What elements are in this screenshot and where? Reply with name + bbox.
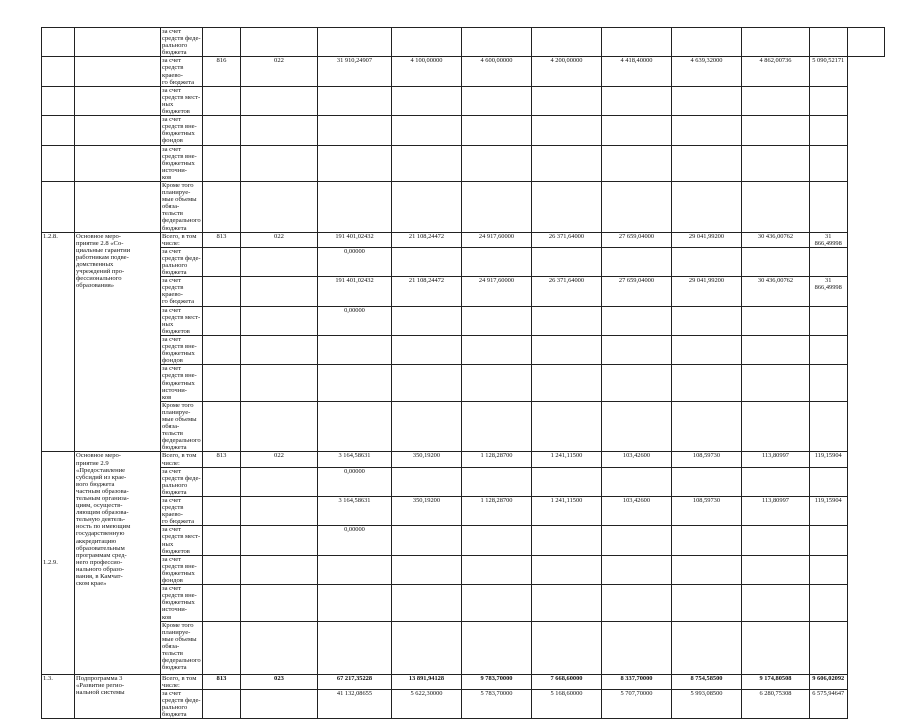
table-cell [462,401,532,452]
table-cell: 1 241,11500 [532,497,602,526]
table-cell: 0,00000 [318,247,392,276]
table-cell [672,526,742,555]
table-cell: 191 401,02432 [318,232,392,247]
table-cell: 8 337,70000 [602,674,672,689]
table-cell [318,181,392,232]
table-cell: 813 [203,674,241,689]
table-cell: 6 575,94647 [810,689,848,718]
table-cell [241,621,318,674]
table-cell: Кроме того планируе- мые объемы обяза- тельств федерального бюджета [161,621,203,674]
table-cell [318,401,392,452]
table-cell [203,247,241,276]
table-row [42,585,885,621]
table-cell [203,181,241,232]
table-cell [241,401,318,452]
table-cell: 21 108,24472 [392,277,462,306]
table-cell [532,585,602,621]
table-cell: 31 910,24907 [318,57,392,86]
table-cell [318,335,392,364]
table-cell [462,306,532,335]
table-cell [810,555,848,584]
table-cell [203,145,241,181]
table-cell [672,621,742,674]
table-cell: 9 606,02092 [810,674,848,689]
table-cell [742,86,810,115]
table-cell: 7 668,60000 [532,674,602,689]
table-cell: Кроме того планируе- мые объемы обяза- тельств федерального бюджета [162,181,201,232]
table-cell [810,621,848,674]
table-cell: за счет средств краево- го бюджета [161,497,203,526]
table-cell [203,621,241,674]
table-cell [203,526,241,555]
table-cell [742,621,810,674]
table-cell: 816 [203,57,241,86]
table-cell [42,28,75,57]
table-cell: 21 108,24472 [392,232,462,247]
table-cell [672,306,742,335]
table-cell [810,401,848,452]
table-cell: за счет средств вне- бюджетных фондов [161,335,203,364]
table-cell [672,401,742,452]
table-cell [392,181,462,232]
table-cell: за счет средств вне- бюджетных источни- ков [161,365,203,401]
table-cell [532,28,602,57]
table-cell [241,689,318,718]
table-cell [462,365,532,401]
table-cell [318,145,392,181]
table-cell [392,145,462,181]
table-cell: 119,15904 [810,452,848,467]
table-cell [532,526,602,555]
table-cell [203,689,241,718]
table-cell: за счет средств вне- бюджетных источни- ков [161,585,203,621]
table-cell [462,621,532,674]
table-cell: 9 174,80508 [742,674,810,689]
table-cell [75,86,161,115]
table-cell [75,181,161,232]
table-cell: за счет средств мест- ных бюджетов [161,86,203,115]
table-cell: за счет средств феде- рального бюджета [162,689,201,719]
table-row [42,365,885,401]
table-cell: 108,59730 [672,497,742,526]
table-cell: 813 [203,452,241,467]
table-cell [42,86,75,115]
table-cell: 29 041,99200 [672,232,742,247]
table-cell: 5 090,52171 [810,57,848,86]
table-cell: Кроме того планируе- мые объемы обяза- тельств федерального бюджета [162,401,201,452]
table-cell [75,116,161,145]
table-cell [203,467,241,496]
table-cell [203,401,241,452]
table-cell [532,621,602,674]
table-cell [203,86,241,115]
table-cell [241,365,318,401]
table-cell: за счет средств феде- рального бюджета [162,28,201,57]
table-row [42,401,885,452]
table-cell [241,467,318,496]
table-cell: 1 128,28700 [462,452,532,467]
table-cell [462,116,532,145]
table-cell [532,306,602,335]
table-cell [742,365,810,401]
table-cell [532,467,602,496]
table-cell [318,621,392,674]
table-cell [241,306,318,335]
table-row [42,674,885,689]
table-cell: за счет средств феде- рального бюджета [162,247,201,277]
table-cell [241,335,318,364]
table-cell [672,365,742,401]
table-cell [532,555,602,584]
table-cell [742,526,810,555]
table-cell [672,116,742,145]
table-cell: за счет средств вне- бюджетных источни- ков [161,145,203,181]
table-cell: 113,80997 [742,497,810,526]
table-cell [672,467,742,496]
table-cell [810,247,848,276]
table-cell [318,585,392,621]
table-cell: 4 418,40000 [602,57,672,86]
table-cell [462,28,532,57]
table-cell [392,401,462,452]
table-row [42,452,885,467]
table-cell [392,526,462,555]
table-cell [42,181,75,232]
table-cell [318,365,392,401]
table-cell: 1 128,28700 [462,497,532,526]
table-cell [810,467,848,496]
table-cell: 022 [241,232,318,247]
table-cell [203,555,241,584]
table-cell [532,401,602,452]
table-cell: Всего, в том числе: [161,452,203,467]
table-cell [810,335,848,364]
table-cell [203,497,241,526]
table-cell [203,335,241,364]
table-cell: 4 639,32000 [672,57,742,86]
table-cell [532,335,602,364]
table-cell [75,145,161,181]
table-cell: 113,80997 [742,452,810,467]
table-cell: 5 783,70000 [462,689,532,718]
table-cell: 1 241,11500 [532,452,602,467]
table-cell [392,247,462,276]
table-cell [672,28,742,57]
table-cell [203,306,241,335]
table-cell [742,306,810,335]
table-cell [392,467,462,496]
table-cell: 1.2.9. [42,452,75,674]
table-cell: 5 707,70000 [602,689,672,718]
table-cell: 5 993,08500 [672,689,742,718]
table-cell: 6 280,75308 [742,689,810,718]
table-cell: за счет средств вне- бюджетных фондов [161,116,203,145]
table-cell [241,145,318,181]
table-row [42,145,885,181]
table-cell: за счет средств краево- го бюджета [161,57,203,86]
table-cell: 31 866,49998 [810,277,848,306]
table-row [42,306,885,335]
table-cell: за счет средств феде- рального бюджета [162,467,201,496]
table-cell [810,181,848,232]
table-cell: 5 622,30000 [392,689,462,718]
table-cell: 41 132,08655 [318,689,392,718]
table-cell: за счет средств мест- ных бюджетов [161,526,203,555]
table-row [42,28,885,57]
table-cell [241,497,318,526]
table-cell: 13 891,94128 [392,674,462,689]
table-cell [602,86,672,115]
table-cell [602,116,672,145]
table-cell: 30 436,00762 [742,232,810,247]
table-cell [203,116,241,145]
table-cell [742,116,810,145]
table-cell: за счет средств краево- го бюджета [161,277,203,306]
table-cell: Всего, в том числе: [161,674,203,689]
table-cell: 191 401,02432 [318,277,392,306]
table-cell [672,145,742,181]
table-cell [532,247,602,276]
table-cell: за счет средств вне- бюджетных фондов [161,555,203,584]
table-cell [602,555,672,584]
table-cell [241,277,318,306]
table-cell: 1.3. [42,674,75,719]
table-cell [602,181,672,232]
table-cell [602,401,672,452]
table-cell [392,621,462,674]
table-cell: 31 866,49998 [810,232,848,247]
table-cell [602,247,672,276]
table-cell [810,306,848,335]
table-cell: 4 862,00736 [742,57,810,86]
table-cell [602,306,672,335]
table-cell [318,86,392,115]
table-cell [810,526,848,555]
table-row [42,247,885,276]
table-cell: 1.2.8. [42,232,75,452]
table-cell: 0,00000 [318,526,392,555]
table-cell [532,365,602,401]
table-cell [672,247,742,276]
table-cell [241,181,318,232]
table-cell [392,585,462,621]
table-cell: 27 659,04000 [602,277,672,306]
table-cell [462,86,532,115]
table-cell: 26 371,64000 [532,232,602,247]
table-row [42,497,885,526]
table-cell: 022 [241,57,318,86]
table-cell [602,335,672,364]
table-cell [742,28,810,57]
table-row [42,335,885,364]
table-row [42,232,885,247]
table-cell [742,585,810,621]
table-cell [318,28,392,57]
table-cell [462,555,532,584]
table-cell [462,585,532,621]
table-cell [42,116,75,145]
table-cell [241,86,318,115]
table-row [42,116,885,145]
table-cell: 5 168,60000 [532,689,602,718]
table-cell [810,116,848,145]
table-cell: 103,42600 [602,452,672,467]
table-cell [392,116,462,145]
table-cell [203,28,241,57]
table-cell [742,401,810,452]
table-cell: 29 041,99200 [672,277,742,306]
table-cell: 67 217,35228 [318,674,392,689]
table-cell: 24 917,60000 [462,277,532,306]
table-cell: 3 164,58631 [318,452,392,467]
table-cell [42,57,75,86]
table-cell [203,585,241,621]
table-cell [392,335,462,364]
table-cell: Всего, в том числе: [161,232,203,247]
table-cell: 9 783,70000 [462,674,532,689]
table-cell [42,145,75,181]
table-cell: 4 200,00000 [532,57,602,86]
table-cell [203,365,241,401]
table-cell [810,28,848,57]
table-cell [742,467,810,496]
table-cell [241,555,318,584]
table-cell [241,116,318,145]
table-cell [75,57,161,86]
table-cell [241,28,318,57]
table-cell [462,526,532,555]
table-cell: Основное меро- приятие 2.8 «Со- циальные гарантии работникам подве- домственных учреждений про- фессионального образования» [75,232,161,452]
table-cell: Подпрограмма 3 «Развитие регио- нальной системы [75,674,161,719]
table-cell [672,181,742,232]
table-cell [810,585,848,621]
table-cell [742,247,810,276]
table-cell [532,181,602,232]
table-row [42,86,885,115]
table-row [42,621,885,674]
table-cell [602,365,672,401]
table-cell [241,585,318,621]
table-cell [75,28,161,57]
table-cell [602,621,672,674]
table-cell: Основное меро- приятие 2.9 «Предоставление субсидий из крае- вого бюджета частным образова- тельным организа- циям, осуществ- ляющим образова- тельную деятель- ность по имеющим государственную аккредитацию образовательным программам сред- него профессио- нального образо- вания, в Камчат- ском крае» [75,452,161,674]
table-cell: 813 [203,232,241,247]
table-cell: 8 754,58500 [672,674,742,689]
budget-table [41,27,885,719]
table-cell [602,28,672,57]
table-row [42,555,885,584]
table-cell [847,28,885,57]
table-cell: 350,19200 [392,452,462,467]
table-cell [810,365,848,401]
table-cell [392,365,462,401]
table-cell [462,181,532,232]
table-cell [392,555,462,584]
table-cell [672,585,742,621]
table-cell [462,335,532,364]
table-cell [203,277,241,306]
table-cell [532,116,602,145]
table-cell: 022 [241,452,318,467]
table-cell [392,28,462,57]
table-cell [318,116,392,145]
table-row [42,57,885,86]
table-cell: 108,59730 [672,452,742,467]
table-row [42,277,885,306]
table-cell: 4 100,00000 [392,57,462,86]
table-cell [810,86,848,115]
table-cell [462,467,532,496]
table-row [42,181,885,232]
table-row [42,467,885,496]
table-cell: 4 600,00000 [462,57,532,86]
table-cell [672,86,742,115]
table-cell [742,555,810,584]
table-cell: 0,00000 [318,467,392,496]
table-cell [602,585,672,621]
table-row [42,689,885,718]
table-cell [742,335,810,364]
table-cell: 24 917,60000 [462,232,532,247]
table-cell: 27 659,04000 [602,232,672,247]
table-row [42,526,885,555]
table-cell [462,145,532,181]
table-cell: 30 436,00762 [742,277,810,306]
table-cell: 350,19200 [392,497,462,526]
table-cell: 0,00000 [318,306,392,335]
table-cell [241,526,318,555]
table-cell: 26 371,64000 [532,277,602,306]
table-cell: 023 [241,674,318,689]
table-cell [318,555,392,584]
table-cell [392,86,462,115]
table-cell [672,555,742,584]
table-cell [462,247,532,276]
table-cell [602,145,672,181]
table-cell: 103,42600 [602,497,672,526]
table-cell [532,86,602,115]
table-cell: 3 164,58631 [318,497,392,526]
table-cell [241,247,318,276]
table-cell [392,306,462,335]
table-cell [602,467,672,496]
table-cell [742,181,810,232]
table-cell: 119,15904 [810,497,848,526]
table-cell [742,145,810,181]
table-cell: за счет средств мест- ных бюджетов [161,306,203,335]
table-cell [810,145,848,181]
table-cell [672,335,742,364]
table-cell [532,145,602,181]
table-cell [602,526,672,555]
